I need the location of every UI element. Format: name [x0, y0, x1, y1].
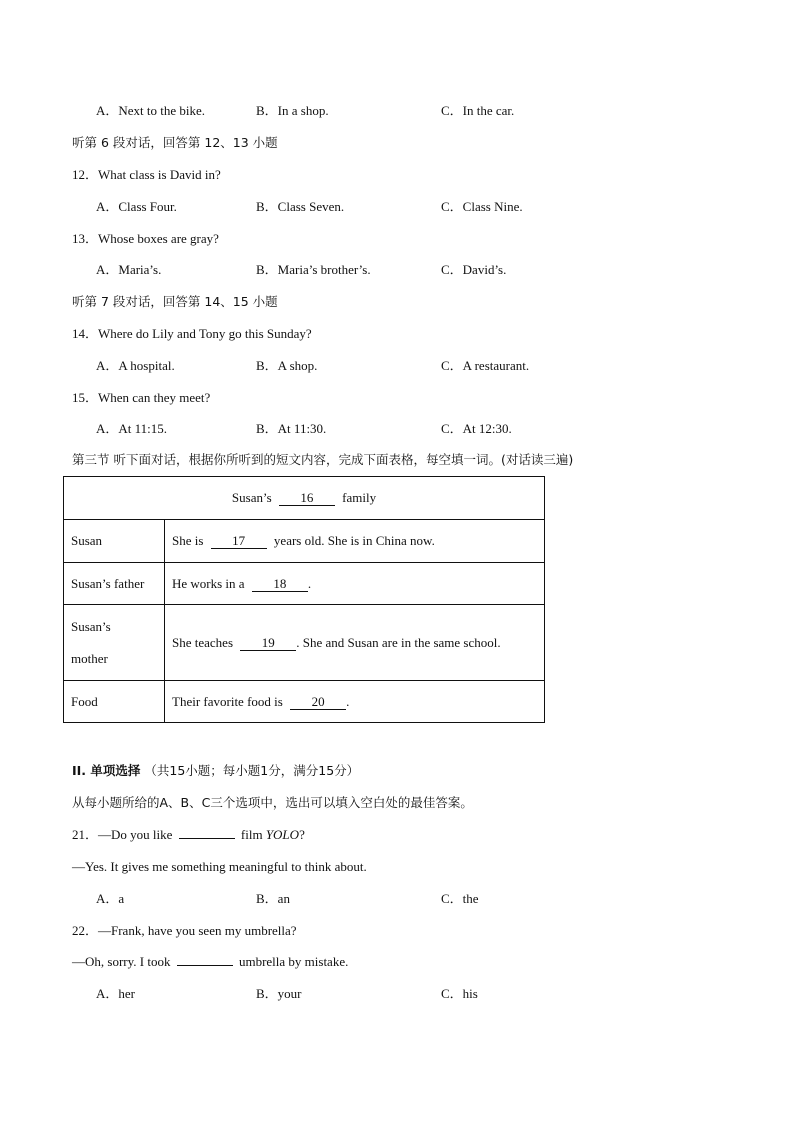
q14-option-c: C．A restaurant.	[441, 358, 530, 373]
q21-stem	[72, 827, 305, 843]
row-label: Susan	[64, 520, 165, 563]
blank-20: 20	[290, 695, 346, 710]
blank-19: 19	[240, 636, 296, 651]
row-text-pre: He works in a	[172, 575, 245, 591]
row-text-post: .	[346, 693, 350, 709]
part-2-instruction: 从每小题所给的A、B、C三个选项中，选出可以填入空白处的最佳答案。	[72, 795, 473, 810]
q11-option-b: B．In a shop.	[256, 103, 329, 118]
q14-option-a: A．A hospital.	[96, 358, 175, 373]
q13-stem: 13．Whose boxes are gray?	[72, 231, 219, 246]
q13-option-a: A．Maria’s.	[96, 262, 162, 277]
q14-stem: 14．Where do Lily and Tony go this Sunday?	[72, 326, 312, 341]
row-label: Susan’s father	[64, 563, 165, 605]
part-2-heading	[72, 763, 359, 779]
q11-option-c: C．In the car.	[441, 103, 515, 118]
q12-option-c: C．Class Nine.	[441, 199, 523, 214]
table-title-pre: Susan’s	[231, 490, 272, 505]
q12-stem: 12．What class is David in?	[72, 167, 221, 182]
q15-stem: 15．When can they meet?	[72, 390, 211, 405]
section-3-heading: 第三节 听下面对话，根据你所听到的短文内容，完成下面表格，每空填一词。(对话读三遍)	[72, 452, 574, 467]
q22-blank	[177, 965, 233, 966]
q21-option-a: A．a	[96, 891, 125, 906]
table-title-row	[64, 477, 545, 520]
q22-reply-post: umbrella by mistake.	[238, 954, 349, 969]
row-label: Food	[64, 681, 165, 723]
row-content	[165, 563, 545, 605]
row-label-text: Susan’s mother	[71, 618, 111, 666]
table-row	[64, 681, 545, 723]
row-content	[165, 605, 545, 681]
q22-option-b: B．your	[256, 986, 302, 1001]
table-row	[64, 605, 545, 681]
q21-stem-end: ?	[299, 827, 305, 842]
row-content	[165, 520, 545, 563]
q21-blank	[179, 838, 235, 839]
blank-18: 18	[252, 577, 308, 592]
q14-option-b: B．A shop.	[256, 358, 318, 373]
q15-option-a: A．At 11:15.	[96, 421, 168, 436]
row-text-pre: She teaches	[172, 634, 234, 650]
row-text-pre: She is	[172, 533, 204, 548]
q21-option-c: C．the	[441, 891, 479, 906]
q13-option-b: B．Maria’s brother’s.	[256, 262, 371, 277]
q22-stem: 22．—Frank, have you seen my umbrella?	[72, 923, 297, 938]
part-2-heading-bold: II. 单项选择	[72, 763, 141, 778]
q21-stem-post: film	[240, 827, 263, 842]
q15-option-c: C．At 12:30.	[441, 421, 512, 436]
q22-reply	[72, 954, 348, 970]
table-title-post: family	[342, 490, 377, 505]
q12-option-b: B．Class Seven.	[256, 199, 345, 214]
row-text-post: .	[307, 575, 312, 591]
table-title-cell	[64, 477, 545, 520]
q15-option-b: B．At 11:30.	[256, 421, 327, 436]
q22-option-a: A．her	[96, 986, 135, 1001]
blank-17: 17	[211, 534, 267, 549]
row-text-post: years old. She is in China now.	[273, 533, 435, 548]
q22-reply-pre: —Oh, sorry. I took	[72, 954, 171, 969]
q21-film-title: YOLO	[265, 827, 300, 842]
q12-option-a: A．Class Four.	[96, 199, 177, 214]
q21-reply: —Yes. It gives me something meaningful to think about.	[72, 859, 367, 874]
dialog-6-heading: 听第 6 段对话，回答第 12、13 小题	[72, 135, 278, 150]
row-text-post: . She and Susan are in the same school.	[296, 634, 501, 650]
q22-option-c: C．his	[441, 986, 478, 1001]
table-row	[64, 520, 545, 563]
row-text-pre: Their favorite food is	[172, 693, 283, 709]
q21-stem-pre: 21．—Do you like	[72, 827, 173, 842]
susan-family-table	[63, 476, 545, 723]
table-row	[64, 563, 545, 605]
part-2-heading-rest: （共15小题；每小题1分，满分15分）	[144, 763, 360, 778]
q21-option-b: B．an	[256, 891, 290, 906]
blank-16: 16	[279, 491, 335, 506]
row-label	[64, 605, 165, 681]
q11-option-a: A．Next to the bike.	[96, 103, 206, 118]
dialog-7-heading: 听第 7 段对话，回答第 14、15 小题	[72, 294, 278, 309]
q13-option-c: C．David’s.	[441, 262, 507, 277]
row-content	[165, 681, 545, 723]
